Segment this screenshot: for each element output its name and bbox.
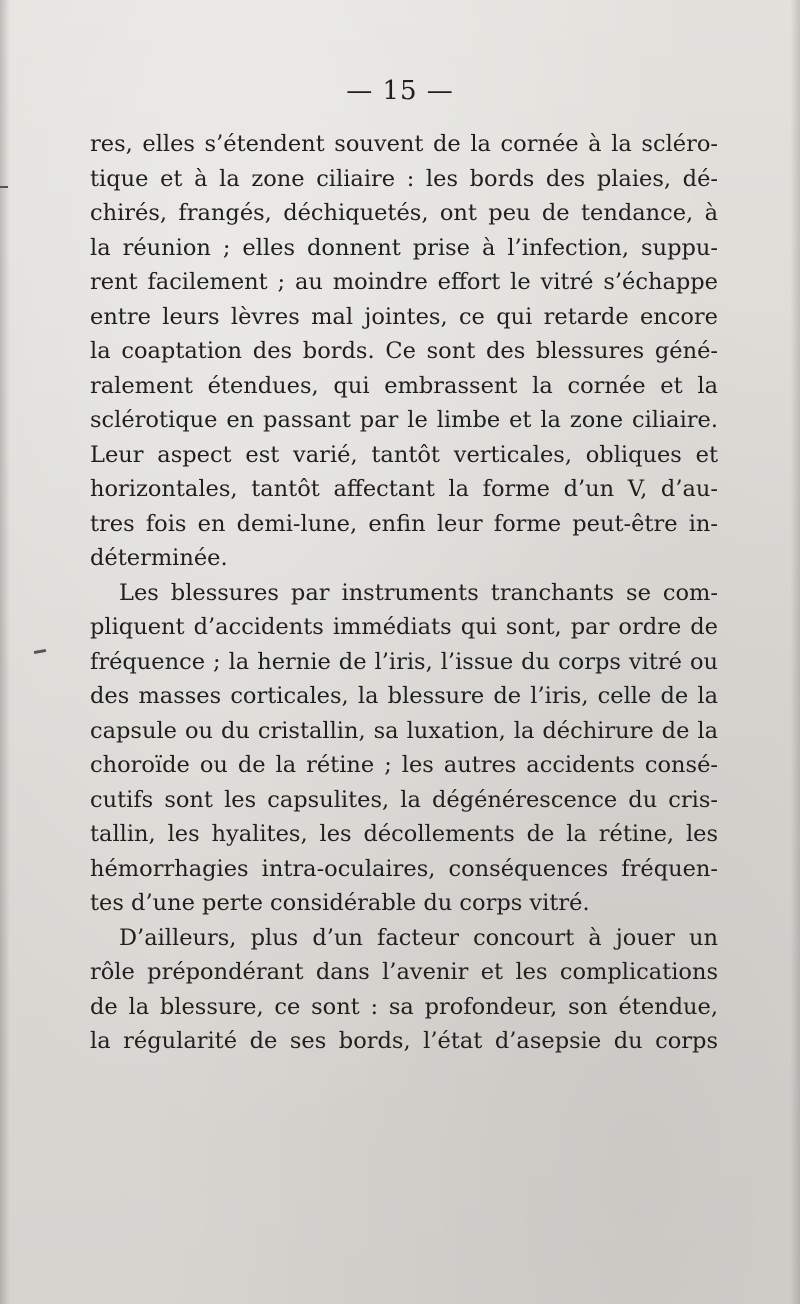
text-line: hémorrhagies intra-oculaires, conséquences fréquen-: [90, 855, 718, 882]
page-left-edge-shadow: [0, 0, 10, 1304]
text-line: cutifs sont les capsulites, la dégénérescence du cris-: [90, 786, 718, 813]
text-line: tes d’une perte considérable du corps vitré.: [90, 890, 590, 916]
text-line: rôle prépondérant dans l’avenir et les complications: [90, 959, 718, 985]
text-line: res, elles s’étendent souvent de la cornée à la scléro-: [90, 131, 718, 157]
text-line: de la blessure, ce sont : sa profondeur, son étendue,: [90, 993, 718, 1020]
margin-mark: [34, 649, 46, 654]
text-line: rent facilement ; au moindre effort le vitré s’échappe: [90, 269, 718, 295]
text-line: la coaptation des bords. Ce sont des blessures géné-: [90, 338, 718, 364]
text-line: capsule ou du cristallin, sa luxation, la déchirure de la: [90, 717, 718, 744]
text-line: Leur aspect est varié, tantôt verticales, obliques et: [90, 441, 718, 468]
text-line: des masses corticales, la blessure de l’iris, celle de la: [90, 683, 718, 709]
body-text: [90, 127, 718, 1059]
text-line: déterminée.: [90, 545, 228, 571]
text-line: sclérotique en passant par le limbe et la zone ciliaire.: [90, 407, 718, 433]
text-line: Les blessures par instruments tranchants se com-: [119, 579, 718, 606]
paragraph-1: [90, 127, 718, 576]
text-line: la régularité de ses bords, l’état d’asepsie du corps: [90, 1028, 718, 1054]
paragraph-3: [90, 921, 718, 1059]
text-line: fréquence ; la hernie de l’iris, l’issue du corps vitré ou: [90, 648, 718, 675]
text-line: chirés, frangés, déchiquetés, ont peu de tendance, à: [90, 200, 718, 226]
paragraph-2: [90, 576, 718, 921]
text-line: tres fois en demi-lune, enfin leur forme peut-être in-: [90, 510, 718, 537]
margin-mark: [0, 186, 8, 188]
text-line: tallin, les hyalites, les décollements de la rétine, les: [90, 821, 718, 847]
text-line: D’ailleurs, plus d’un facteur concourt à jouer un: [119, 924, 718, 951]
text-line: horizontales, tantôt affectant la forme d’un V, d’au-: [90, 476, 718, 502]
text-line: pliquent d’accidents immédiats qui sont, par ordre de: [90, 614, 718, 640]
text-line: choroïde ou de la rétine ; les autres accidents consé-: [90, 752, 718, 778]
text-line: ralement étendues, qui embrassent la cornée et la: [90, 372, 718, 399]
text-line: la réunion ; elles donnent prise à l’infection, suppu-: [90, 234, 718, 261]
page-number: — 15 —: [346, 76, 454, 106]
text-line: tique et à la zone ciliaire : les bords des plaies, dé-: [90, 165, 718, 192]
page-right-edge-shadow: [790, 0, 800, 1304]
text-line: entre leurs lèvres mal jointes, ce qui retarde encore: [90, 303, 718, 330]
